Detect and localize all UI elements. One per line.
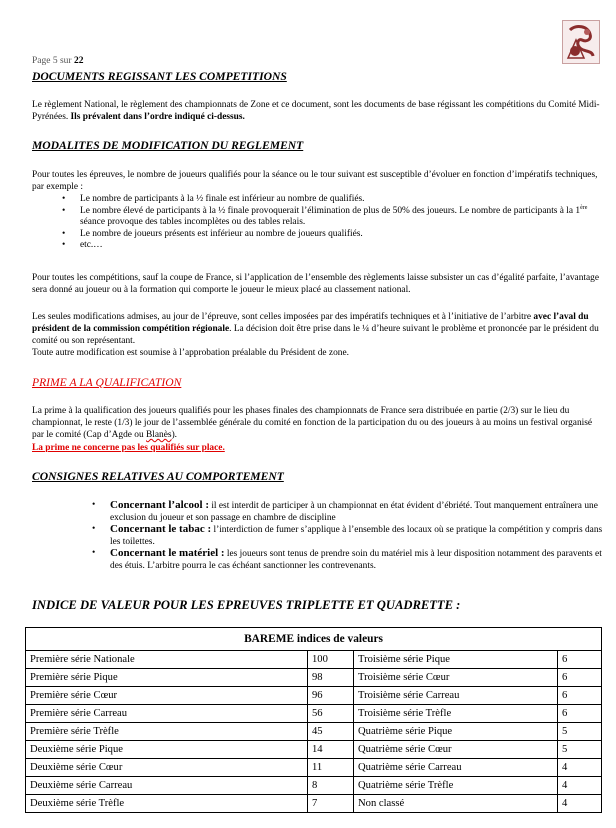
paragraph-prime: La prime à la qualification des joueurs qualifiés pour les phases finales des championnats de France sera distribuée en partie (2/3) sur le lieu du championnat, le reste (1/3) le jour de l’assemblée générale du comité en fonction de la participation du ou des joueurs à au moins un festival organisé par le comité (Cap d’Agde ou Blanès). xyxy=(32,406,593,440)
table-row: Première série Nationale 100 Troisième série Pique 6 xyxy=(26,651,602,669)
list-item-alcool: • Concernant l’alcool : il est interdit de participer à un championnat en état évident d’ébriété. Tout manquement entraînera une exclusion du joueur et son passage en chambre de discipline xyxy=(92,500,606,524)
table-row: Première série Carreau 56 Troisième série Trèfle 6 xyxy=(26,705,602,723)
prime-note: La prime ne concerne pas les qualifiés sur place. xyxy=(32,443,225,453)
list-item-tabac: • Concernant le tabac : l’interdiction de fumer s’applique à l’ensemble des locaux où se pratique la compétition y compris dans les toilettes. xyxy=(92,524,606,548)
list-item-materiel: • Concernant le matériel : les joueurs sont tenus de prendre soin du matériel mis à leur disposition notamment des paravents et des étuis. L’arbitre pourra le cas échéant sanctionner les contrevenants. xyxy=(92,548,606,572)
heading-modalites: MODALITES DE MODIFICATION DU REGLEMENT xyxy=(32,139,304,152)
page-number: Page 5 sur 22 xyxy=(32,56,84,66)
list-item: • etc.… xyxy=(60,240,600,252)
list-consignes xyxy=(92,500,606,573)
list-item: • Le nombre élevé de participants à la ½ finale provoquerait l’élimination de plus de 50% des joueurs. Le nombre de participants à la 1ère séance provoque des tables incomplètes ou des tables relais. xyxy=(60,206,600,229)
table-row: Deuxième série Trèfle 7 Non classé 4 xyxy=(26,795,602,813)
table-title: BAREME indices de valeurs xyxy=(26,628,602,651)
table-row: Première série Pique 98 Troisième série Cœur 6 xyxy=(26,669,602,687)
table-row: Première série Cœur 96 Troisième série Carreau 6 xyxy=(26,687,602,705)
heading-indice: INDICE DE VALEUR POUR LES EPREUVES TRIPLETTE ET QUADRETTE : xyxy=(32,598,461,612)
list-item: • Le nombre de participants à la ½ finale est inférieur au nombre de qualifiés. xyxy=(60,194,600,206)
paragraph-documents: Le règlement National, le règlement des championnats de Zone et ce document, sont les documents de base régissant les compétitions du Comité Midi-Pyrénées. Ils prévalent dans l’ordre indiqué ci-dessus. xyxy=(32,100,600,122)
bareme-table xyxy=(25,627,602,813)
paragraph-egalite: Pour toutes les compétitions, sauf la coupe de France, si l’application de l’ensemble des règlements laisse subsister un cas d’égalité parfaite, l’avantage sera donné au joueur ou à la formation qui comporte le joueur le mieux placé au classement national. xyxy=(32,273,600,295)
heading-prime: PRIME A LA QUALIFICATION xyxy=(32,376,182,389)
list-item: • Le nombre de joueurs présents est inférieur au nombre de joueurs qualifiés. xyxy=(60,229,600,241)
table-row: Première série Trèfle 45 Quatrième série Pique 5 xyxy=(26,723,602,741)
paragraph-modalites-intro: Pour toutes les épreuves, le nombre de joueurs qualifiés pour la séance ou le tour suivant est susceptible d’évoluer en fonction d’impératifs techniques, par exemple : xyxy=(32,170,598,192)
table-row: Deuxième série Pique 14 Quatrième série Cœur 5 xyxy=(26,741,602,759)
list-modalites xyxy=(60,194,600,252)
table-row: Deuxième série Carreau 8 Quatrième série Trèfle 4 xyxy=(26,777,602,795)
table-row: Deuxième série Cœur 11 Quatrième série Carreau 4 xyxy=(26,759,602,777)
heading-documents: DOCUMENTS REGISSANT LES COMPETITIONS xyxy=(32,70,287,83)
club-emblem-icon xyxy=(562,20,600,64)
paragraph-modifications: Les seules modifications admises, au jour de l’épreuve, sont celles imposées par des impératifs techniques et à l’initiative de l’arbitre avec l’aval du président de la commission compétition régionale. La décision doit être prise dans le ¼ d’heure suivant le problème et prononcée par le président du comité ou son représentant. Toute autre modification est soumise à l’approbation préalable du Président de zone. xyxy=(32,312,599,358)
heading-consignes: CONSIGNES RELATIVES AU COMPORTEMENT xyxy=(32,470,284,483)
